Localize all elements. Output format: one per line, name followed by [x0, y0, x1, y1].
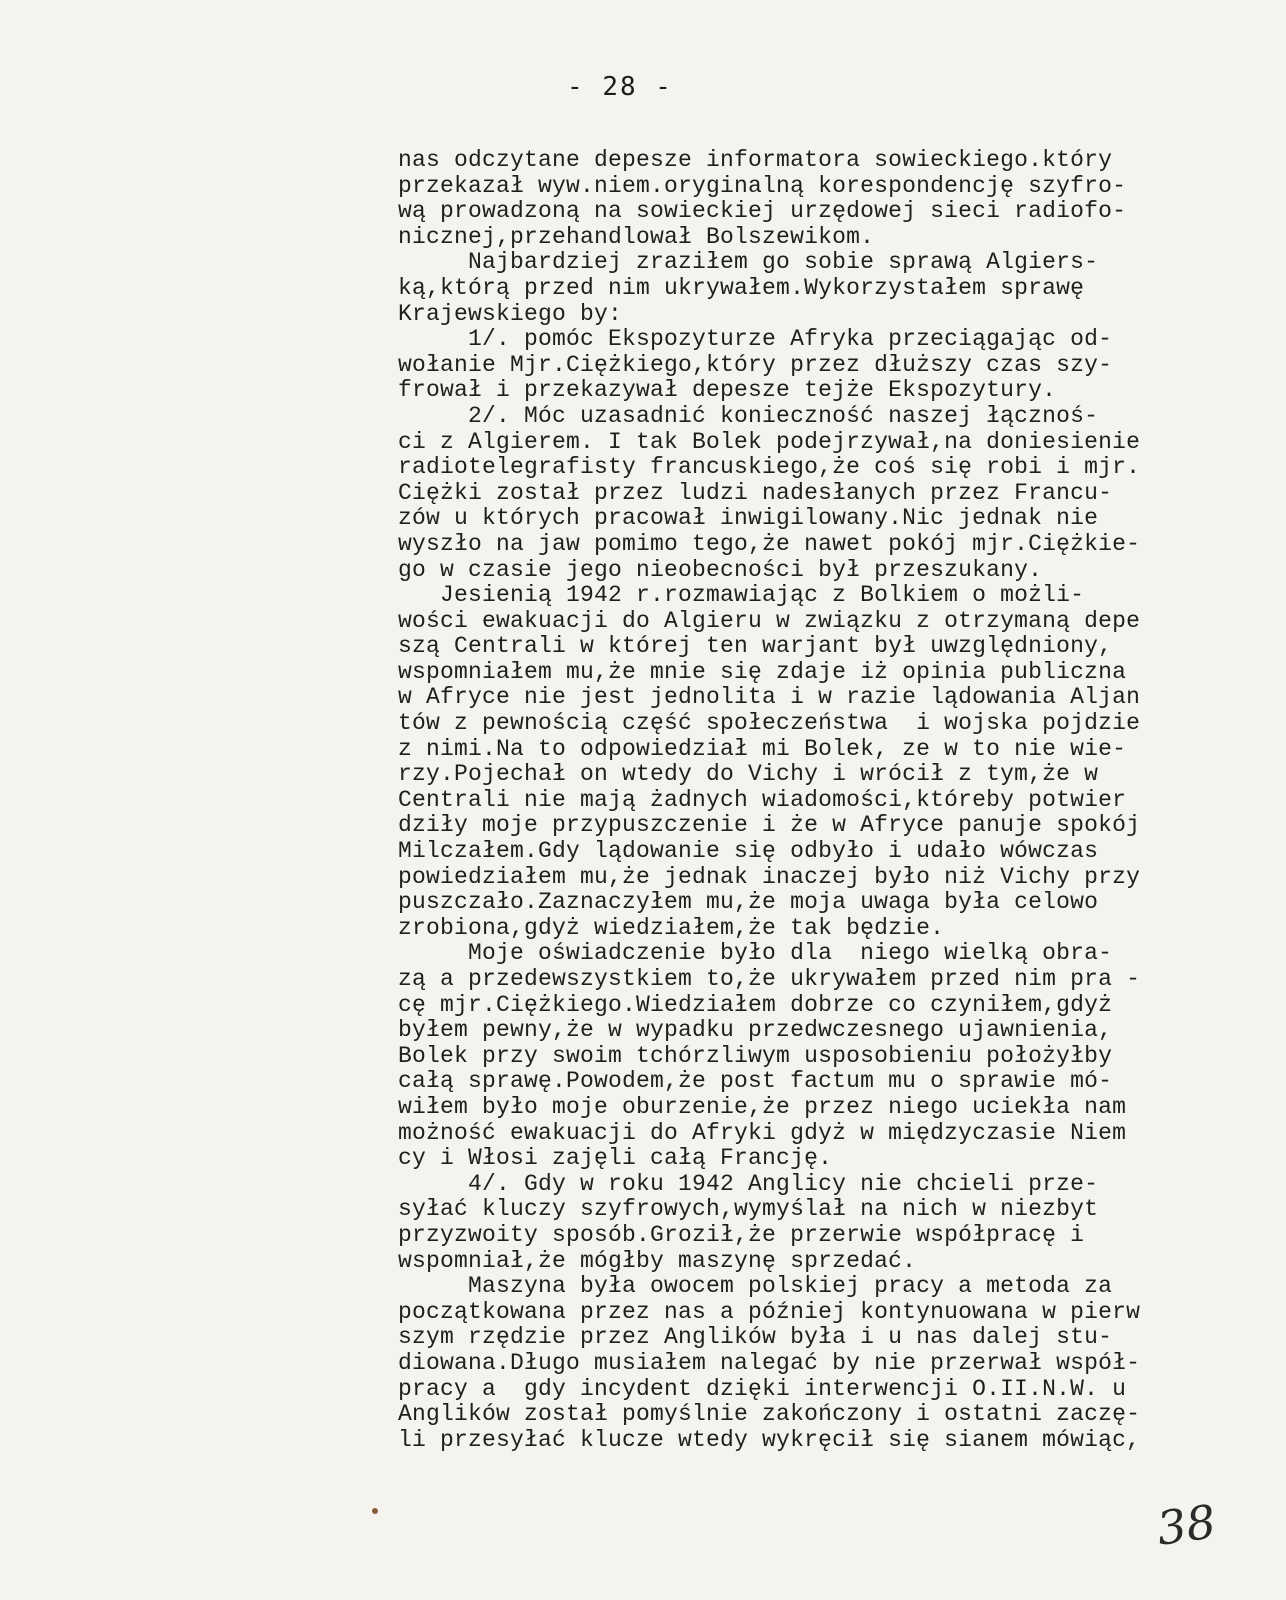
text-line: przyzwoity sposób.Groził,że przerwie współpracę i — [398, 1221, 1085, 1248]
text-line: Anglików został pomyślnie zakończony i ostatni zaczę- — [398, 1401, 1141, 1428]
text-line: zrobiona,gdyż wiedziałem,że tak będzie. — [398, 914, 945, 941]
text-line: przekazał wyw.niem.oryginalną korespondencję szyfro- — [398, 172, 1127, 199]
text-line: 4/. Gdy w roku 1942 Anglicy nie chcieli prze- — [398, 1170, 1099, 1197]
text-line: wości ewakuacji do Algieru w związku z otrzymaną depe — [398, 607, 1141, 634]
text-line: wspomniałem mu,że mnie się zdaje iż opinia publiczna — [398, 658, 1127, 685]
text-line: pracy a gdy incydent dzięki interwencji O.II.N.W. u — [398, 1375, 1127, 1402]
text-line: Centrali nie mają żadnych wiadomości,któreby potwier — [398, 786, 1127, 813]
text-line: Moje oświadczenie było dla niego wielką obra- — [398, 940, 1113, 967]
text-line: powiedziałem mu,że jednak inaczej było niż Vichy przy — [398, 863, 1141, 890]
text-line: syłać kluczy szyfrowych,wymyślał na nich w niezbyt — [398, 1196, 1099, 1223]
text-line: byłem pewny,że w wypadku przedwczesnego ujawnienia, — [398, 1017, 1113, 1044]
text-line: Jesienią 1942 r.rozmawiając z Bolkiem o możli- — [398, 582, 1085, 609]
text-line: 2/. Móc uzasadnić konieczność naszej łącznoś- — [398, 402, 1099, 429]
text-line: tów z pewnością część społeczeństwa i wojska pojdzie — [398, 710, 1141, 737]
text-line: 1/. pomóc Ekspozyturze Afryka przeciągając od- — [398, 326, 1113, 353]
paper-speck — [372, 1508, 378, 1514]
text-line: Krajewskiego by: — [398, 300, 623, 327]
text-line: wiłem było moje oburzenie,że przez niego uciekła nam — [398, 1093, 1127, 1120]
typewritten-text-body — [398, 148, 1258, 1453]
text-line: w Afryce nie jest jednolita i w razie lądowania Aljan — [398, 684, 1141, 711]
text-line: zów u których pracował inwigilowany.Nic jednak nie — [398, 505, 1099, 532]
text-line: Maszyna była owocem polskiej pracy a metoda za — [398, 1273, 1113, 1300]
text-line: Najbardziej zraziłem go sobie sprawą Algiers- — [398, 249, 1099, 276]
text-line: szą Centrali w której ten warjant był uwzględniony, — [398, 633, 1113, 660]
text-line: radiotelegrafisty francuskiego,że coś się robi i mjr. — [398, 454, 1141, 481]
text-line: cę mjr.Ciężkiego.Wiedziałem dobrze co czyniłem,gdyż — [398, 991, 1113, 1018]
text-line: z nimi.Na to odpowiedział mi Bolek, ze w to nie wie- — [398, 735, 1127, 762]
text-line: wyszło na jaw pomimo tego,że nawet pokój mjr.Ciężkie- — [398, 530, 1141, 557]
text-line: wspomniał,że mógłby maszynę sprzedać. — [398, 1247, 917, 1274]
text-line: ci z Algierem. I tak Bolek podejrzywał,na doniesienie — [398, 428, 1141, 455]
text-line: li przesyłać klucze wtedy wykręcił się sianem mówiąc, — [398, 1426, 1141, 1453]
text-line: go w czasie jego nieobecności był przeszukany. — [398, 556, 1043, 583]
text-line: frował i przekazywał depesze tejże Ekspozytury. — [398, 377, 1057, 404]
handwritten-folio-number: 38 — [1153, 1494, 1220, 1556]
text-line: możność ewakuacji do Afryki gdyż w międzyczasie Niem — [398, 1119, 1127, 1146]
text-line: ką,którą przed nim ukrywałem.Wykorzystałem sprawę — [398, 274, 1085, 301]
text-line: Ciężki został przez ludzi nadesłanych przez Francu- — [398, 479, 1113, 506]
text-line: rzy.Pojechał on wtedy do Vichy i wrócił z tym,że w — [398, 761, 1099, 788]
text-line: nas odczytane depesze informatora sowieckiego.który — [398, 147, 1113, 173]
text-line: puszczało.Zaznaczyłem mu,że moja uwaga była celowo — [398, 889, 1099, 916]
text-line: Milczałem.Gdy lądowanie się odbyło i udało wówczas — [398, 838, 1099, 865]
text-line: początkowana przez nas a później kontynuowana w pierw — [398, 1298, 1141, 1325]
text-line: nicznej,przehandlował Bolszewikom. — [398, 223, 875, 250]
page-number: - 28 - — [567, 72, 673, 102]
text-line: szym rzędzie przez Anglików była i u nas dalej stu- — [398, 1324, 1113, 1351]
text-line: Bolek przy swoim tchórzliwym usposobieniu położyłby — [398, 1042, 1113, 1069]
text-line: diowana.Długo musiałem nalegać by nie przerwał współ- — [398, 1349, 1141, 1376]
text-line: wą prowadzoną na sowieckiej urzędowej sieci radiofo- — [398, 198, 1127, 225]
text-line: zą a przedewszystkiem to,że ukrywałem przed nim pra - — [398, 966, 1141, 992]
text-line: całą sprawę.Powodem,że post factum mu o sprawie mó- — [398, 1068, 1113, 1095]
text-line: cy i Włosi zajęli całą Francję. — [398, 1145, 833, 1172]
text-line: wołanie Mjr.Ciężkiego,który przez dłuższy czas szy- — [398, 351, 1113, 378]
text-line: dziły moje przypuszczenie i że w Afryce panuje spokój — [398, 812, 1141, 839]
